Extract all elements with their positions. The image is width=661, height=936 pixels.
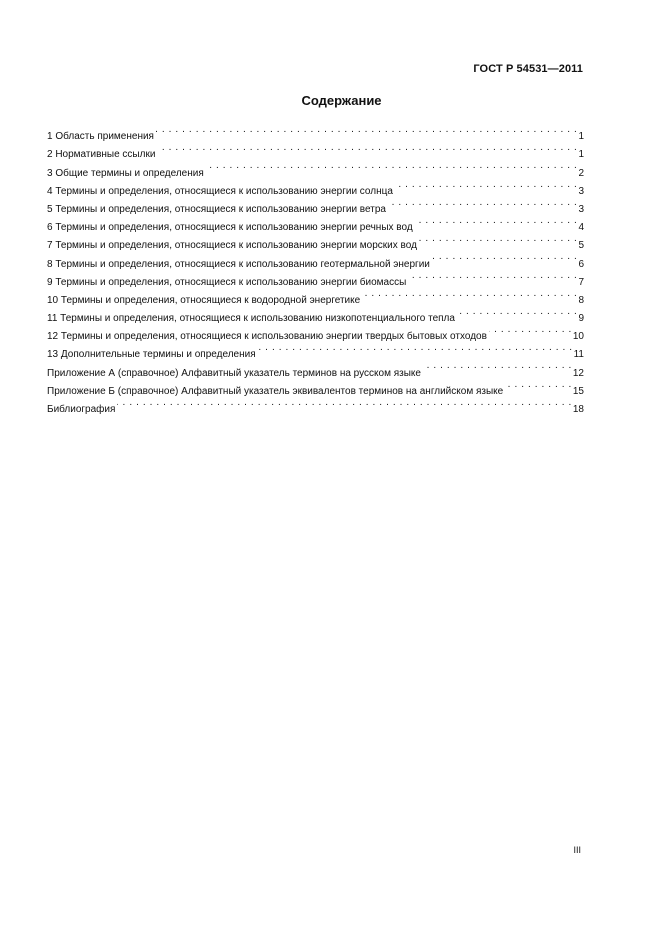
toc-entry-page: 9 [578,313,584,325]
toc-entry-page: 8 [578,294,584,306]
dot-leader [362,285,577,303]
toc-entry-label: 4 Термины и определения, относящиеся к использованию энергии солнца [47,185,393,197]
toc-entry-page: 1 [578,131,584,143]
dot-leader [432,248,578,266]
toc-entry-label: 1 Область применения [47,131,154,143]
dot-leader [395,176,578,194]
dot-leader [117,394,571,412]
dot-leader [408,267,577,285]
toc-entry-label: 10 Термины и определения, относящиеся к водородной энергетике [47,294,361,306]
dot-leader [258,339,573,357]
toc-entry-label: Приложение Б (справочное) Алфавитный указатель эквивалентов терминов на английском языке [47,385,504,397]
dot-leader [415,212,578,230]
toc-entry-page: 4 [578,222,584,234]
toc-entry-label: 5 Термины и определения, относящиеся к использованию энергии ветра [47,203,386,215]
toc-entry-label: 6 Термины и определения, относящиеся к использованию энергии речных вод [47,222,413,234]
toc-entry-label: 13 Дополнительные термины и определения [47,349,256,361]
toc-entry[interactable] [47,121,584,143]
toc-entry-page: 6 [578,258,584,270]
document-code: ГОСТ Р 54531—2011 [473,63,583,75]
dot-leader [489,321,572,339]
toc-entry-label: Приложение А (справочное) Алфавитный указатель терминов на русском языке [47,367,421,379]
page-number: III [573,845,581,855]
toc-entry-label: 8 Термины и определения, относящиеся к использованию геотермальной энергии [47,258,430,270]
toc-title: Содержание [301,93,382,108]
toc-entry-page: 10 [572,331,584,343]
toc-entry-page: 5 [578,240,584,252]
toc-entry-label: 2 Нормативные ссылки [47,149,156,161]
toc-entry-label: 11 Термины и определения, относящиеся к использованию низкопотенциального тепла [47,313,455,325]
toc-entry-page: 15 [572,385,584,397]
toc-entry[interactable] [47,394,584,415]
toc-entry-page: 12 [572,367,584,379]
toc-entry-label: 7 Термины и определения, относящиеся к использованию энергии морских вод [47,240,417,252]
toc-entry-label: 9 Термины и определения, относящиеся к использованию энергии биомассы [47,276,407,288]
toc-entry-page: 18 [572,404,584,415]
toc-entry-label: 3 Общие термины и определения [47,167,204,179]
dot-leader [388,194,578,212]
toc-entry-page: 3 [578,203,584,215]
dot-leader [457,303,577,321]
toc-entry-page: 2 [578,167,584,179]
dot-leader [206,157,578,175]
toc-entry-label: Библиография [47,404,116,415]
dot-leader [505,376,572,394]
toc-entry-page: 11 [573,349,584,361]
dot-leader [423,357,572,375]
toc-entry-page: 3 [578,185,584,197]
toc-entry-label: 12 Термины и определения, относящиеся к использованию энергии твердых бытовых отходов [47,331,487,343]
toc-entry-page: 1 [578,149,584,161]
dot-leader [157,139,577,157]
dot-leader [419,230,578,248]
table-of-contents [47,121,584,415]
toc-entry-page: 7 [578,276,584,288]
dot-leader [156,121,577,139]
